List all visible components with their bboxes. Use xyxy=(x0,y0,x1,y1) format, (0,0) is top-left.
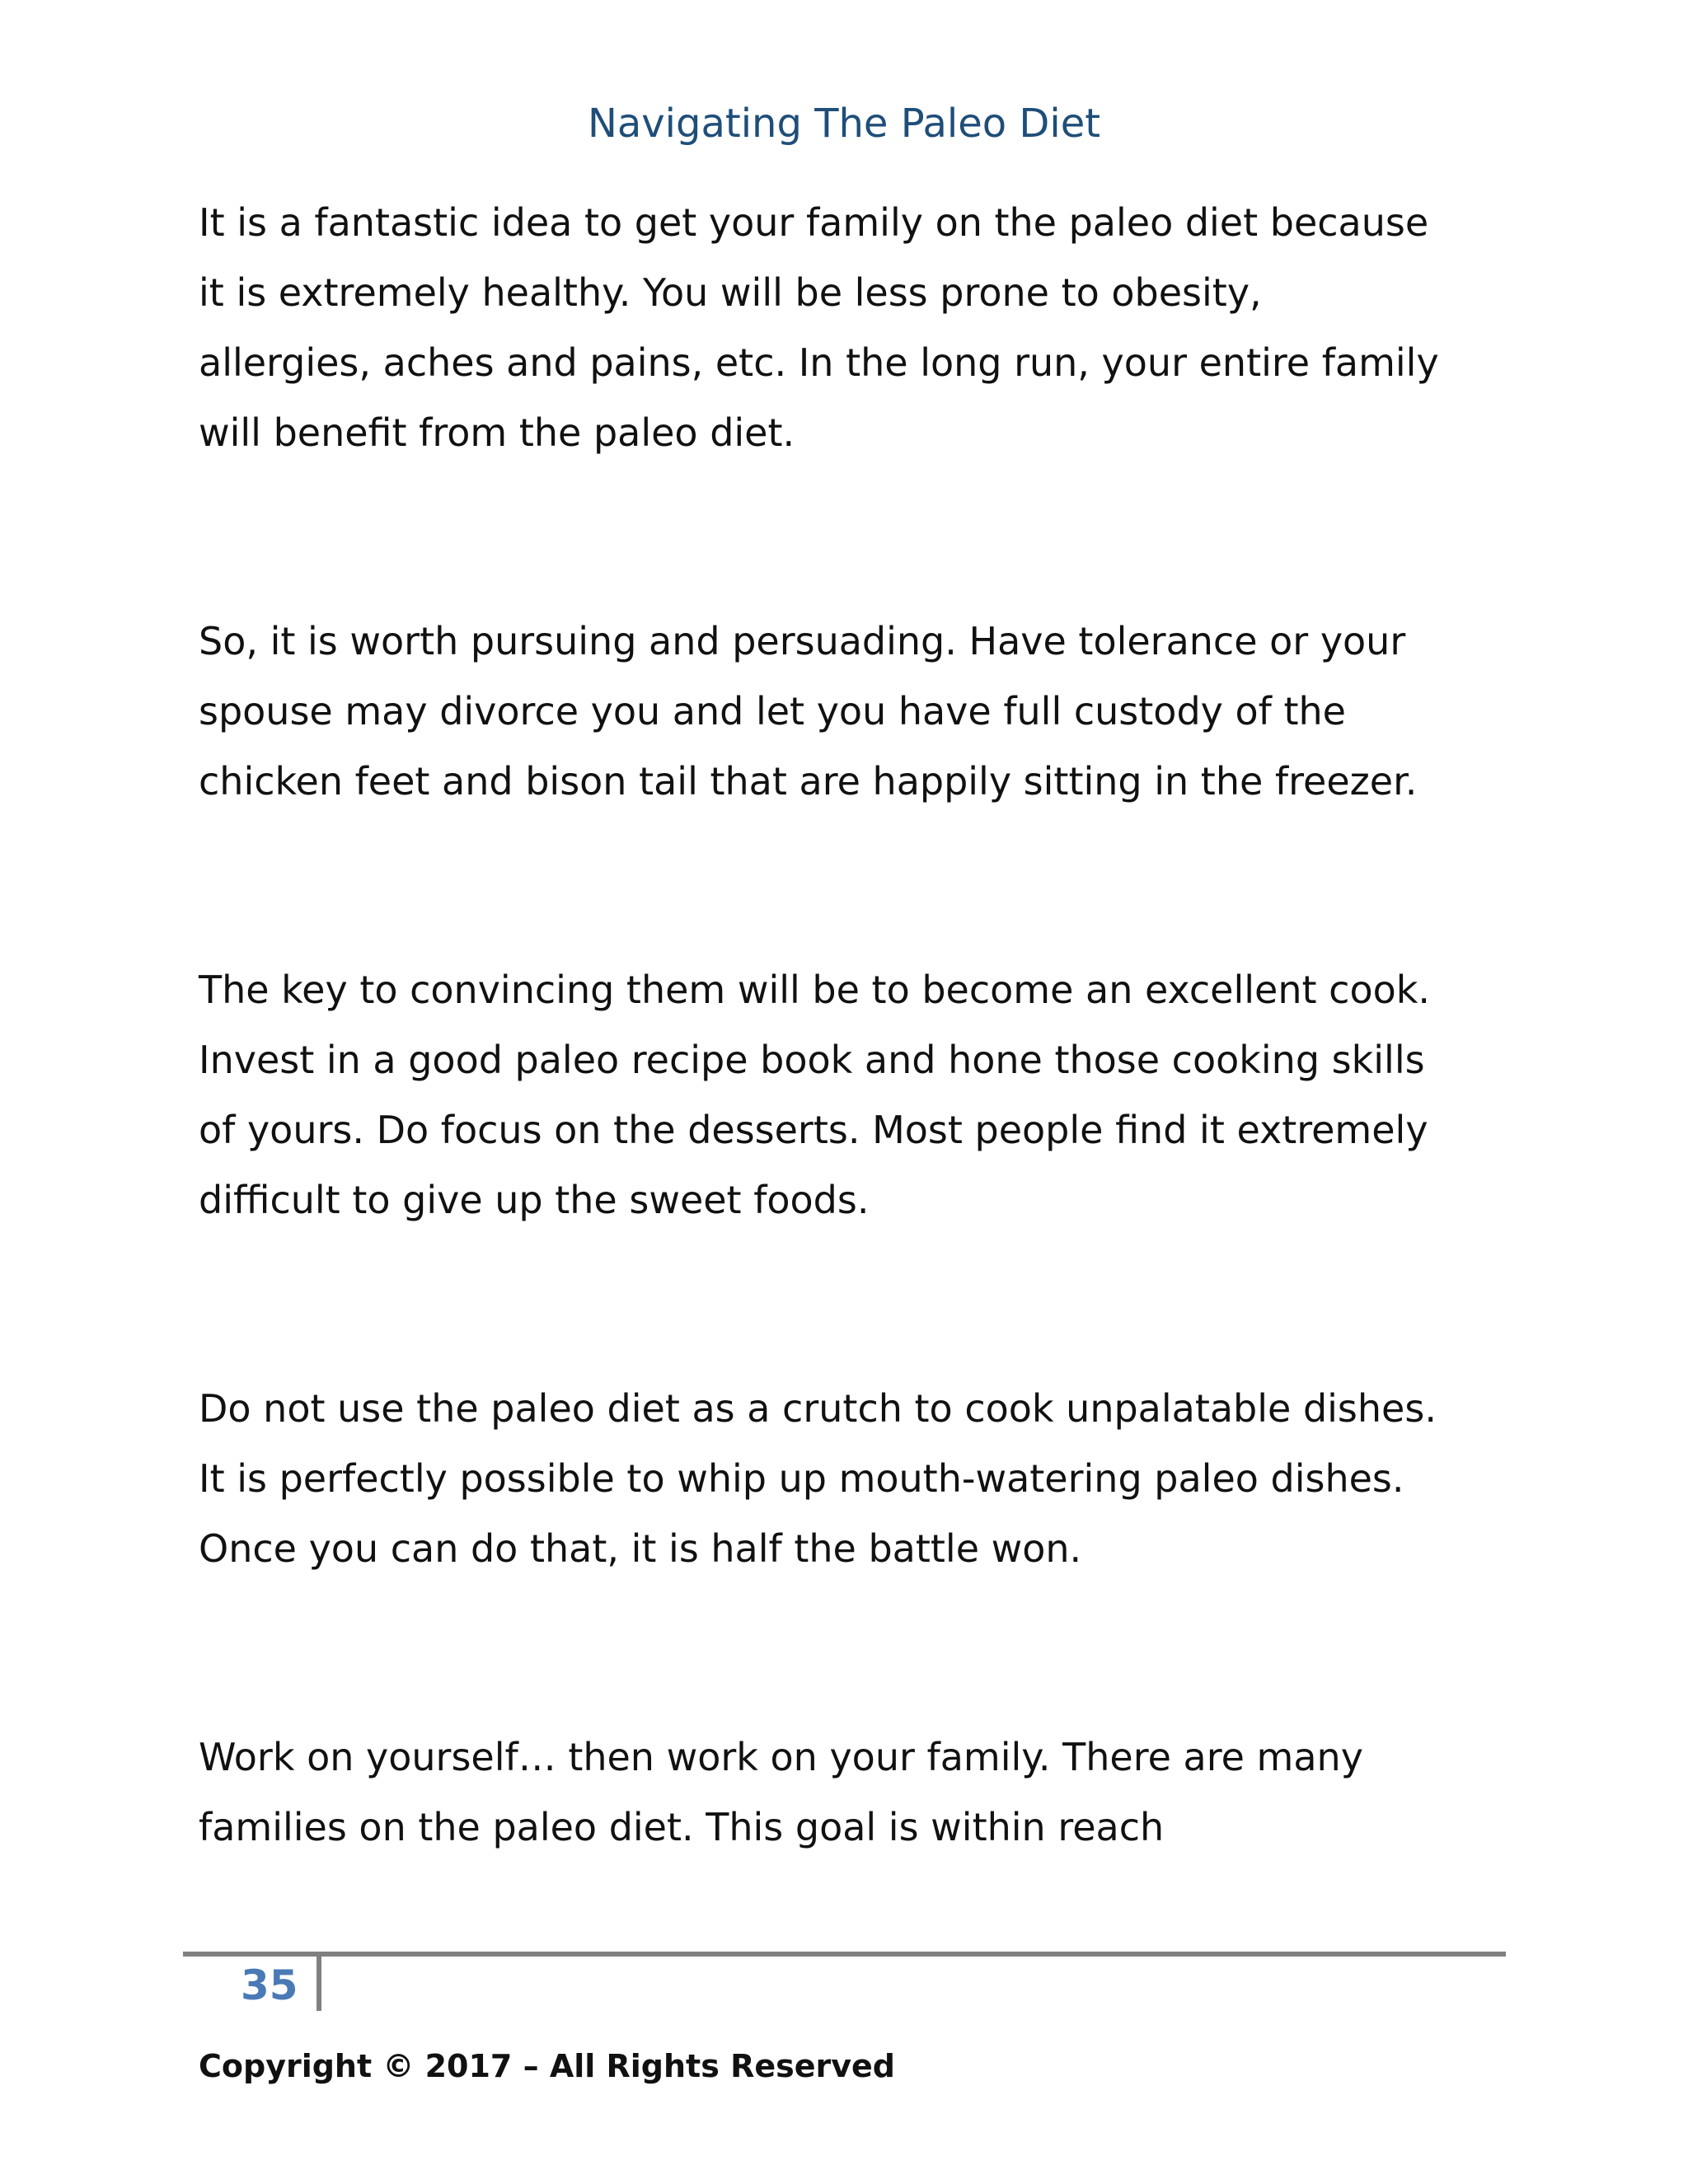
running-header-title: Navigating The Paleo Diet xyxy=(587,101,1101,147)
paragraph-line: So, it is worth pursuing and persuading. Have tolerance or your xyxy=(199,619,1406,663)
paragraph-3 xyxy=(199,955,1517,1235)
paragraph-line: Once you can do that, it is half the battle won. xyxy=(199,1526,1082,1571)
paragraph-line: Invest in a good paleo recipe book and hone those cooking skills xyxy=(199,1038,1425,1082)
paragraph-4 xyxy=(199,1374,1517,1584)
paragraph-line: Do not use the paleo diet as a crutch to cook unpalatable dishes. xyxy=(199,1386,1437,1431)
paragraph-line: of yours. Do focus on the desserts. Most people find it extremely xyxy=(199,1108,1428,1152)
paragraph-1 xyxy=(199,188,1517,468)
paragraph-line: will benefit from the paleo diet. xyxy=(199,410,795,455)
paragraph-line: allergies, aches and pains, etc. In the long run, your entire family xyxy=(199,340,1439,385)
paragraph-line: it is extremely healthy. You will be less prone to obesity, xyxy=(199,270,1262,315)
paragraph-line: The key to convincing them will be to become an excellent cook. xyxy=(199,968,1430,1012)
paragraph-line: difficult to give up the sweet foods. xyxy=(199,1178,870,1222)
paragraph-line: It is a fantastic idea to get your family on the paleo diet because xyxy=(199,200,1429,245)
paragraph-line: It is perfectly possible to whip up mouth-watering paleo dishes. xyxy=(199,1456,1404,1501)
copyright-notice: Copyright © 2017 – All Rights Reserved xyxy=(199,2048,895,2084)
paragraph-line: families on the paleo diet. This goal is within reach xyxy=(199,1805,1165,1849)
page-number-divider xyxy=(316,1957,321,2011)
paragraph-2 xyxy=(199,607,1517,817)
footer-divider-line xyxy=(183,1952,1506,1957)
paragraph-line: Work on yourself… then work on your family. There are many xyxy=(199,1735,1363,1779)
paragraph-line: spouse may divorce you and let you have full custody of the xyxy=(199,689,1346,733)
paragraph-5 xyxy=(199,1722,1517,1863)
body-text xyxy=(199,188,1517,2001)
paragraph-line: chicken feet and bison tail that are happily sitting in the freezer. xyxy=(199,759,1418,804)
page-number: 35 xyxy=(241,1961,298,2009)
